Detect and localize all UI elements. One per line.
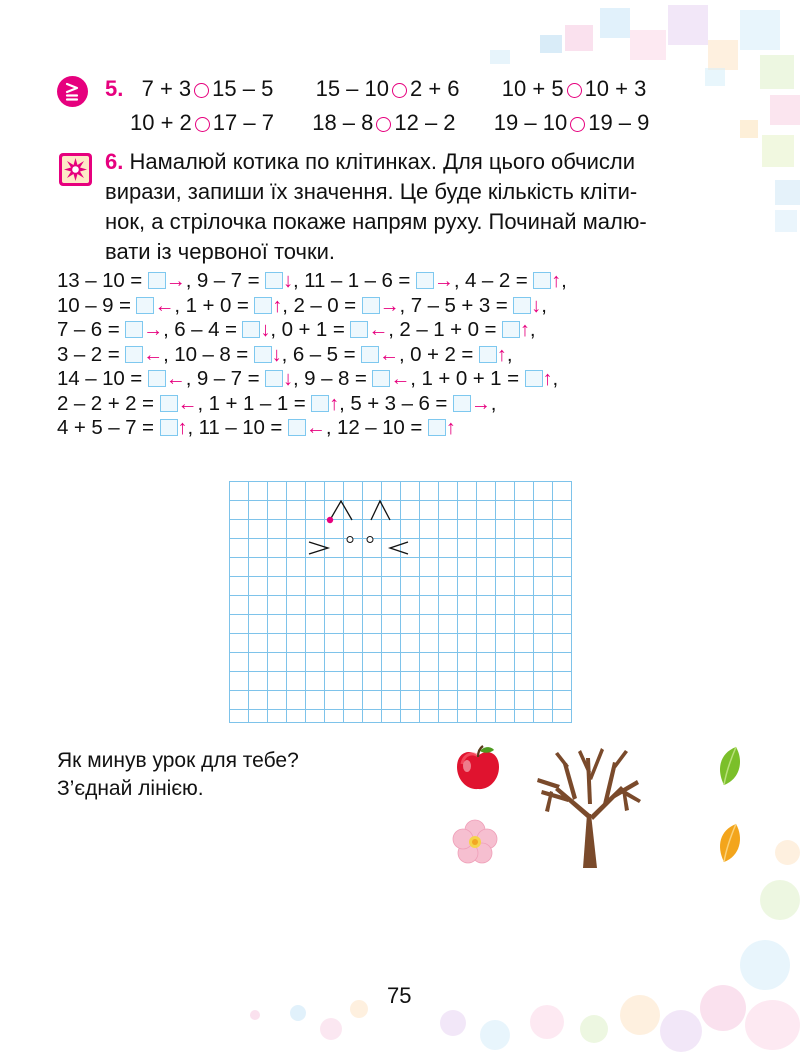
expression-item bbox=[57, 416, 199, 439]
separator: , bbox=[399, 293, 411, 317]
separator: , bbox=[529, 318, 536, 341]
expression-item bbox=[197, 269, 304, 292]
expression-item bbox=[174, 343, 293, 366]
expression-text: 13 – 10 = bbox=[57, 269, 143, 292]
direction-arrow-icon: ← bbox=[154, 294, 175, 317]
expression-text: 6 – 4 = bbox=[174, 318, 237, 341]
expression-line bbox=[57, 318, 567, 343]
direction-arrow-icon: → bbox=[165, 270, 186, 292]
expression-text: 14 – 10 = bbox=[57, 367, 143, 390]
expression-text: 1 + 1 – 1 = bbox=[208, 391, 306, 415]
expression-text: 10 – 8 = bbox=[174, 342, 249, 366]
task5-icon bbox=[57, 76, 88, 107]
answer-box[interactable] bbox=[136, 297, 154, 314]
separator: , bbox=[388, 318, 400, 341]
direction-arrow-icon: ← bbox=[305, 417, 326, 439]
expression-text: 2 – 2 + 2 = bbox=[57, 391, 154, 415]
expression-line bbox=[57, 416, 567, 441]
expression-line bbox=[57, 294, 567, 319]
answer-box[interactable] bbox=[288, 419, 306, 436]
direction-arrow-icon: ↑ bbox=[445, 417, 456, 439]
direction-arrow-icon: ↑ bbox=[496, 343, 507, 366]
apple-icon[interactable] bbox=[452, 742, 504, 794]
star-burst-icon bbox=[59, 153, 92, 186]
drawing-grid[interactable] bbox=[229, 481, 572, 723]
answer-box[interactable] bbox=[125, 346, 143, 363]
answer-box[interactable] bbox=[513, 297, 531, 314]
expression-item bbox=[57, 367, 197, 390]
expression-text: 7 – 6 = bbox=[57, 318, 120, 341]
expression-text: 1 + 0 + 1 = bbox=[421, 367, 519, 390]
direction-arrow-icon: → bbox=[470, 392, 491, 415]
direction-arrow-icon: ← bbox=[143, 343, 164, 366]
expression-line bbox=[57, 367, 567, 392]
separator: , bbox=[197, 391, 209, 415]
answer-box[interactable] bbox=[125, 321, 143, 338]
expression-line bbox=[57, 269, 567, 294]
expression-item bbox=[293, 343, 410, 366]
separator: , bbox=[339, 391, 351, 415]
answer-box[interactable] bbox=[533, 272, 551, 289]
expression-line bbox=[57, 343, 567, 368]
expression-item bbox=[304, 269, 465, 292]
expression-item bbox=[465, 269, 567, 292]
answer-box[interactable] bbox=[525, 370, 543, 387]
direction-arrow-icon: → bbox=[143, 319, 164, 341]
comparison-item: 10 + 2 17 – 7 bbox=[130, 110, 274, 135]
answer-box[interactable] bbox=[160, 419, 178, 436]
compare-circle[interactable] bbox=[195, 117, 210, 132]
separator: , bbox=[163, 318, 175, 341]
compare-circle[interactable] bbox=[194, 83, 209, 98]
answer-box[interactable] bbox=[265, 370, 283, 387]
compare-circle[interactable] bbox=[392, 83, 407, 98]
direction-arrow-icon: ← bbox=[368, 319, 389, 341]
expression-item bbox=[186, 294, 294, 317]
expression-line bbox=[57, 392, 567, 417]
direction-arrow-icon: ↑ bbox=[329, 392, 340, 415]
expression-item bbox=[174, 318, 281, 341]
cat-ear-left bbox=[330, 501, 352, 520]
separator: , bbox=[398, 342, 411, 366]
answer-box[interactable] bbox=[350, 321, 368, 338]
answer-box[interactable] bbox=[453, 395, 471, 412]
separator: , bbox=[561, 269, 567, 292]
task6-instruction: 6. Намалюй котика по клітинках. Для цього обчисли вирази, запиши їх значення. Це буде кількість кліти- нок, а стрілочка покаже напрям руху. Починай малю- вати із червоної точки. bbox=[105, 149, 647, 264]
answer-box[interactable] bbox=[148, 272, 166, 289]
answer-box[interactable] bbox=[311, 395, 329, 412]
separator: , bbox=[282, 293, 294, 317]
answer-box[interactable] bbox=[362, 297, 380, 314]
reflection-prompt: Як минув урок для тебе? З’єднай лінією. bbox=[57, 749, 299, 800]
expression-text: 6 – 5 = bbox=[292, 342, 356, 366]
answer-box[interactable] bbox=[428, 419, 446, 436]
answer-box[interactable] bbox=[265, 272, 283, 289]
orange-leaf-icon[interactable] bbox=[714, 822, 746, 866]
separator: , bbox=[281, 342, 293, 366]
answer-box[interactable] bbox=[479, 346, 497, 363]
direction-arrow-icon: ↑ bbox=[272, 294, 283, 317]
expression-item bbox=[57, 269, 197, 292]
task5-number: 5. bbox=[105, 76, 124, 101]
expression-item bbox=[421, 367, 558, 390]
flower-icon[interactable] bbox=[451, 819, 499, 865]
separator: , bbox=[185, 269, 197, 292]
separator: , bbox=[185, 367, 197, 390]
comparison-item: 18 – 8 12 – 2 bbox=[312, 110, 456, 135]
separator: , bbox=[410, 367, 422, 390]
expression-text: 9 – 8 = bbox=[304, 367, 367, 390]
comparison-item: 15 – 10 2 + 6 bbox=[315, 76, 460, 101]
cat-ear-right bbox=[371, 501, 390, 520]
expression-item bbox=[57, 294, 186, 317]
compare-circle[interactable] bbox=[567, 83, 582, 98]
expression-item bbox=[399, 318, 535, 341]
separator: , bbox=[325, 416, 338, 439]
compare-circle[interactable] bbox=[376, 117, 391, 132]
task5-row1 bbox=[105, 72, 646, 106]
expression-item bbox=[410, 343, 512, 366]
expression-text: 0 + 1 = bbox=[281, 318, 345, 341]
answer-box[interactable] bbox=[254, 297, 272, 314]
expression-text: 5 + 3 – 6 = bbox=[350, 391, 448, 415]
separator: , bbox=[453, 269, 466, 292]
expression-item bbox=[411, 294, 547, 317]
expression-item bbox=[350, 392, 496, 415]
answer-box[interactable] bbox=[361, 346, 379, 363]
expression-item bbox=[209, 392, 351, 415]
cat-start-drawing bbox=[229, 481, 571, 722]
expression-text: 2 – 1 + 0 = bbox=[399, 318, 497, 341]
direction-arrow-icon: ↑ bbox=[542, 368, 553, 390]
separator: , bbox=[292, 367, 305, 390]
separator: , bbox=[552, 367, 559, 390]
separator: , bbox=[292, 269, 305, 292]
expression-item bbox=[197, 367, 304, 390]
cat-eye-left bbox=[347, 537, 353, 543]
expression-item bbox=[57, 318, 174, 341]
expression-text: 10 – 9 = bbox=[57, 293, 131, 317]
task6-number: 6. bbox=[105, 149, 124, 174]
expression-text: 7 – 5 + 3 = bbox=[410, 293, 508, 317]
expression-text: 4 + 5 – 7 = bbox=[57, 416, 154, 439]
direction-arrow-icon: ↑ bbox=[551, 270, 562, 292]
answer-box[interactable] bbox=[242, 321, 260, 338]
direction-arrow-icon: ↓ bbox=[283, 368, 293, 390]
expression-item bbox=[293, 294, 410, 317]
task5-row2 bbox=[130, 106, 649, 140]
direction-arrow-icon: ↑ bbox=[519, 319, 530, 341]
separator: , bbox=[163, 342, 175, 366]
cat-whiskers-left bbox=[309, 542, 328, 554]
expression-text: 3 – 2 = bbox=[57, 342, 120, 366]
expression-item bbox=[199, 416, 337, 439]
expression-text: 11 – 10 = bbox=[198, 416, 283, 439]
direction-arrow-icon: ← bbox=[177, 392, 198, 415]
separator: , bbox=[187, 416, 199, 439]
expression-text: 2 – 0 = bbox=[293, 293, 357, 317]
comparison-item: 19 – 10 19 – 9 bbox=[493, 110, 650, 135]
direction-arrow-icon: ↓ bbox=[283, 270, 293, 292]
page-number: 75 bbox=[387, 983, 412, 1008]
expression-item bbox=[282, 318, 400, 341]
separator: , bbox=[270, 318, 282, 341]
direction-arrow-icon: ↓ bbox=[271, 343, 282, 366]
answer-box[interactable] bbox=[372, 370, 390, 387]
expression-text: 1 + 0 = bbox=[185, 293, 249, 317]
expression-text: 0 + 2 = bbox=[410, 342, 474, 366]
expression-text: 12 – 10 = bbox=[337, 416, 423, 439]
expression-item bbox=[57, 343, 174, 366]
direction-arrow-icon: ↓ bbox=[260, 319, 271, 341]
comparison-item: 10 + 5 10 + 3 bbox=[501, 76, 647, 101]
separator: , bbox=[490, 391, 497, 415]
cat-whiskers-right bbox=[390, 542, 408, 554]
task6-icon bbox=[59, 153, 92, 186]
separator: , bbox=[506, 342, 513, 366]
answer-box[interactable] bbox=[160, 395, 178, 412]
direction-arrow-icon: ← bbox=[379, 343, 399, 366]
green-leaf-icon[interactable] bbox=[714, 745, 746, 789]
expression-text: 4 – 2 = bbox=[465, 269, 528, 292]
direction-arrow-icon: ↓ bbox=[531, 294, 542, 317]
expression-item bbox=[337, 416, 456, 439]
cat-eye-right bbox=[367, 537, 373, 543]
expression-text: 9 – 7 = bbox=[196, 269, 260, 292]
expression-item bbox=[57, 392, 209, 415]
compare-circle[interactable] bbox=[570, 117, 585, 132]
direction-arrow-icon: → bbox=[433, 270, 454, 292]
expression-item bbox=[304, 367, 421, 390]
expression-text: 9 – 7 = bbox=[196, 367, 260, 390]
answer-box[interactable] bbox=[502, 321, 520, 338]
comparison-item: 7 + 3 15 – 5 bbox=[141, 76, 274, 101]
answer-box[interactable] bbox=[148, 370, 166, 387]
direction-arrow-icon: ↑ bbox=[177, 417, 188, 439]
direction-arrow-icon: ← bbox=[390, 368, 411, 390]
direction-arrow-icon: → bbox=[379, 294, 400, 317]
task6-expressions bbox=[57, 269, 567, 441]
answer-box[interactable] bbox=[416, 272, 434, 289]
start-dot bbox=[327, 517, 333, 523]
answer-box[interactable] bbox=[254, 346, 272, 363]
compare-icon bbox=[57, 76, 88, 107]
tree-icon[interactable] bbox=[533, 744, 645, 868]
separator: , bbox=[174, 293, 186, 317]
expression-text: 11 – 1 – 6 = bbox=[304, 269, 411, 292]
separator: , bbox=[541, 293, 547, 317]
direction-arrow-icon: ← bbox=[165, 368, 186, 390]
